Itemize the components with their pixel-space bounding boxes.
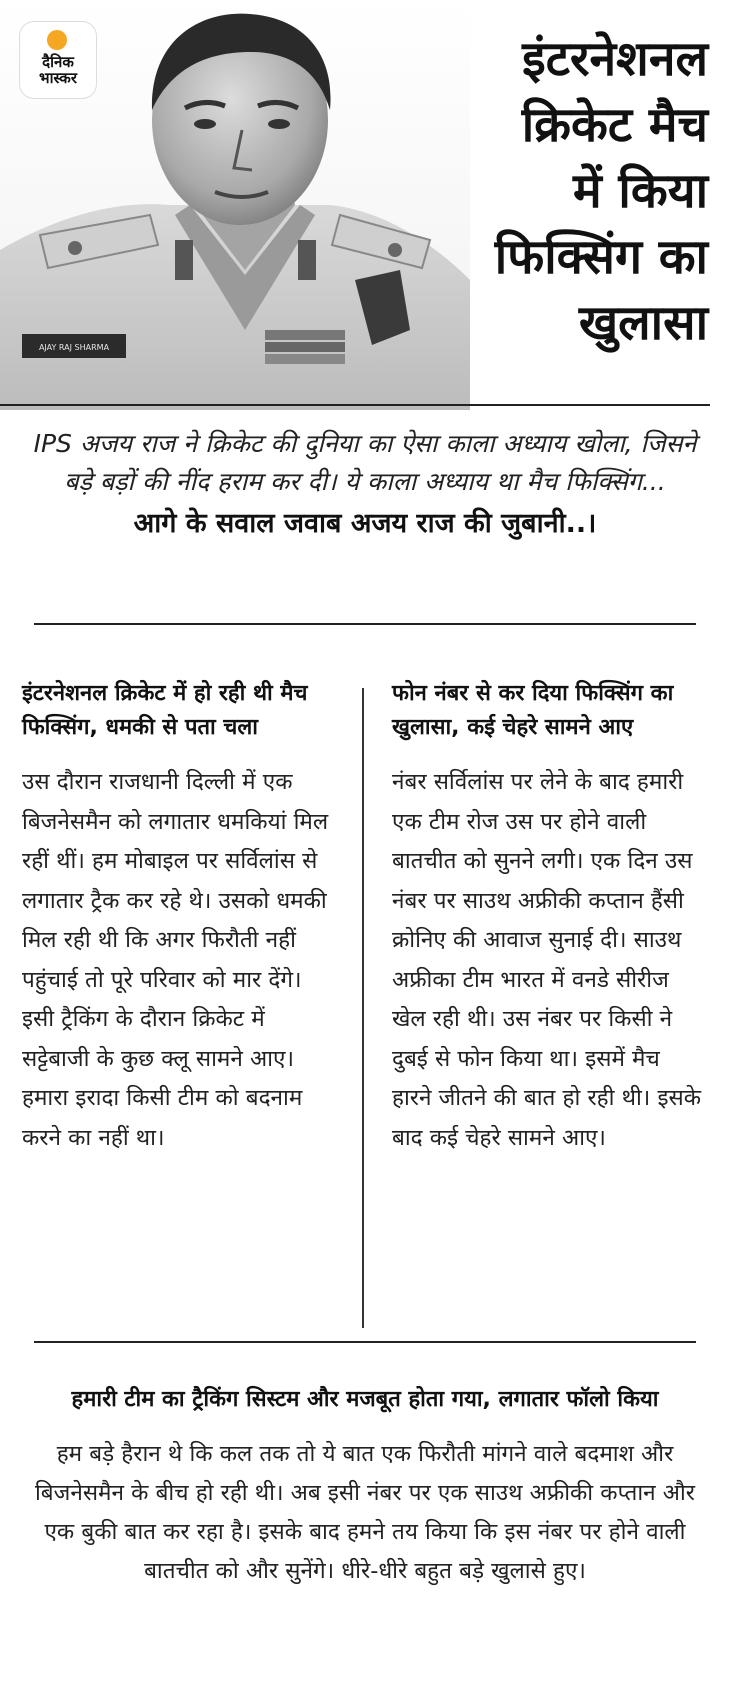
bottom-section <box>24 1383 706 1591</box>
column-divider <box>362 688 364 1328</box>
headline-line: फिक्सिंग का <box>494 229 708 285</box>
headline-line: में किया <box>573 163 708 219</box>
headline-line: क्रिकेट मैच <box>521 97 708 153</box>
intro-divider <box>34 623 696 625</box>
intro-callout: आगे के सवाल जवाब अजय राज की जुबानी..। <box>133 508 597 539</box>
right-column <box>392 677 702 1158</box>
left-body: उस दौरान राजधानी दिल्ली में एक बिजनेसमैन को लगातार धमकियां मिल रहीं थीं। हम मोबाइल पर सर्विलांस से लगातार ट्रैक कर रहे थे। उसको धमकी मिल रही थी कि अगर फिरौती नहीं पहुंचाई तो पूरे परिवार को मार देंगे। इसी ट्रैकिंग के दौरान क्रिकेट में सट्टेबाजी के कुछ क्लू सामने आए। हमारा इरादा किसी टीम को बदनाम करने का नहीं था। <box>22 769 329 1151</box>
brand-name-line2: भास्कर <box>39 69 77 87</box>
left-column <box>22 677 332 1158</box>
intro <box>20 425 710 545</box>
headline <box>408 26 708 356</box>
right-body: नंबर सर्विलांस पर लेने के बाद हमारी एक टीम रोज उस पर होने वाली बातचीत को सुनने लगी। एक दिन उस नंबर पर साउथ अफ्रीकी कप्तान हैंसी क्रोनिए की आवाज सुनाई दी। साउथ अफ्रीका टीम भारत में वनडे सीरीज खेल रही थी। उस नंबर पर किसी ने दुबई से फोन किया था। इसमें मैच हारने जीतने की बात हो रही थी। इसके बाद कई चेहरे सामने आए। <box>392 769 701 1151</box>
header <box>0 0 730 410</box>
header-divider <box>0 404 710 406</box>
headline-line: खुलासा <box>578 295 708 351</box>
brand-name-line1: दैनिक <box>42 53 74 71</box>
left-heading: इंटरनेशनल क्रिकेट में हो रही थी मैच फिक्सिंग, धमकी से पता चला <box>22 681 308 740</box>
headline-line: इंटरनेशनल <box>522 31 708 87</box>
bottom-body: हम बड़े हैरान थे कि कल तक तो ये बात एक फिरौती मांगने वाले बदमाश और बिजनेसमैन के बीच हो रही थी। अब इसी नंबर पर एक साउथ अफ्रीकी कप्तान और एक बुकी बात कर रहा है। इसके बाद हमने तय किया कि इस नंबर पर होने वाली बातचीत को और सुनेंगे। धीरे-धीरे बहुत बड़े खुलासे हुए। <box>34 1441 696 1584</box>
columns-divider <box>34 1341 696 1343</box>
right-heading: फोन नंबर से कर दिया फिक्सिंग का खुलासा, कई चेहरे सामने आए <box>392 681 674 740</box>
brand-logo <box>20 22 96 98</box>
bottom-heading: हमारी टीम का ट्रैकिंग सिस्टम और मजबूत होता गया, लगातार फॉलो किया <box>71 1387 659 1412</box>
intro-text: IPS अजय राज ने क्रिकेट की दुनिया का ऐसा काला अध्याय खोला, जिसने बड़े बड़ों की नींद हराम कर दी। ये काला अध्याय था मैच फिक्सिंग... <box>33 429 697 496</box>
sun-icon <box>47 30 67 50</box>
nameplate-text: AJAY RAJ SHARMA <box>38 343 110 352</box>
